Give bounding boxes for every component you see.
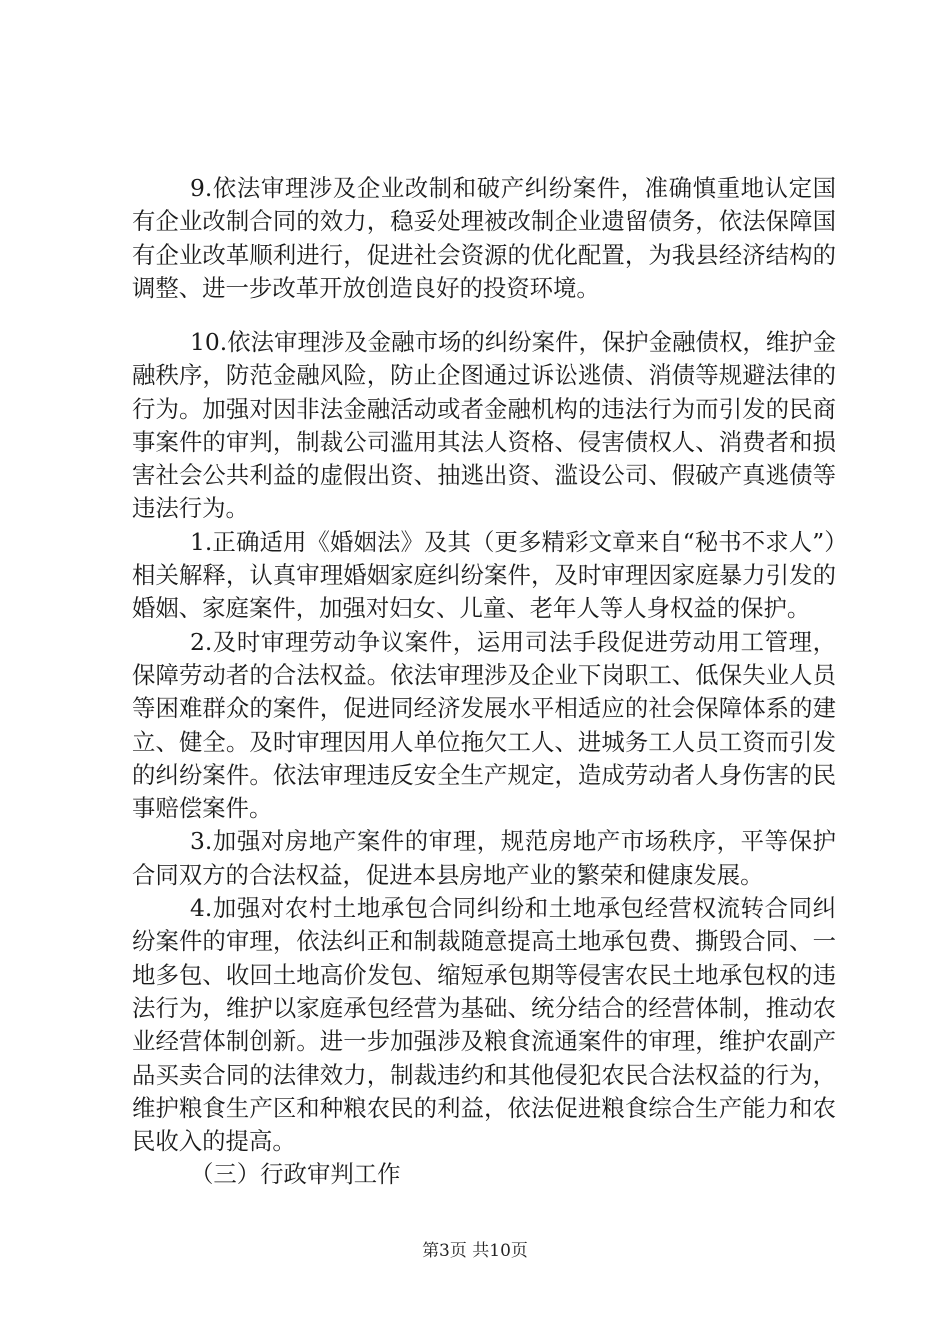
body-text-top — [132, 172, 836, 305]
paragraph-10: 10.依法审理涉及金融市场的纠纷案件，保护金融债权，维护金融秩序，防范金融风险，防止企图通过诉讼逃债、消债等规避法律的行为。加强对因非法金融活动或者金融机构的违法行为而引发的民商事案件的审判，制裁公司滥用其法人资格、侵害债权人、消费者和损害社会公共利益的虚假出资、抽逃出资、滥设公司、假破产真逃债等违法行为。 — [132, 328, 836, 523]
body-text-main — [132, 326, 836, 1192]
paragraph-9: 9.依法审理涉及企业改制和破产纠纷案件，准确慎重地认定国有企业改制合同的效力，稳妥处理被改制企业遗留债务，依法保障国有企业改革顺利进行，促进社会资源的优化配置，为我县经济结构的调整、进一步改革开放创造良好的投资环境。 — [132, 174, 836, 302]
paragraph-2: 2.及时审理劳动争议案件，运用司法手段促进劳动用工管理，保障劳动者的合法权益。依法审理涉及企业下岗职工、低保失业人员等困难群众的案件，促进同经济发展水平相适应的社会保障体系的建立、健全。及时审理因用人单位拖欠工人、进城务工人员工资而引发的纠纷案件。依法审理违反安全生产规定，造成劳动者人身伤害的民事赔偿案件。 — [132, 627, 836, 823]
section-heading: （三）行政审判工作 — [190, 1160, 401, 1189]
paragraph-3: 3.加强对房地产案件的审理，规范房地产市场秩序，平等保护合同双方的合法权益，促进本县房地产业的繁荣和健康发展。 — [132, 827, 836, 889]
paragraph-4: 4.加强对农村土地承包合同纠纷和土地承包经营权流转合同纠纷案件的审理，依法纠正和制裁随意提高土地承包费、撕毁合同、一地多包、收回土地高价发包、缩短承包期等侵害农民土地承包权的违法行为，维护以家庭承包经营为基础、统分结合的经营体制，推动农业经营体制创新。进一步加强涉及粮食流通案件的审理，维护农副产品买卖合同的法律效力，制裁违约和其他侵犯农民合法权益的行为，维护粮食生产区和种粮农民的利益，依法促进粮食综合生产能力和农民收入的提高。 — [132, 894, 836, 1156]
paragraph-1: 1.正确适用《婚姻法》及其（更多精彩文章来自“秘书不求人”）相关解释，认真审理婚姻家庭纠纷案件，及时审理因家庭暴力引发的婚姻、家庭案件，加强对妇女、儿童、老年人等人身权益的保护。 — [132, 527, 836, 623]
page-number-footer: 第3页 共10页 — [422, 1241, 528, 1261]
